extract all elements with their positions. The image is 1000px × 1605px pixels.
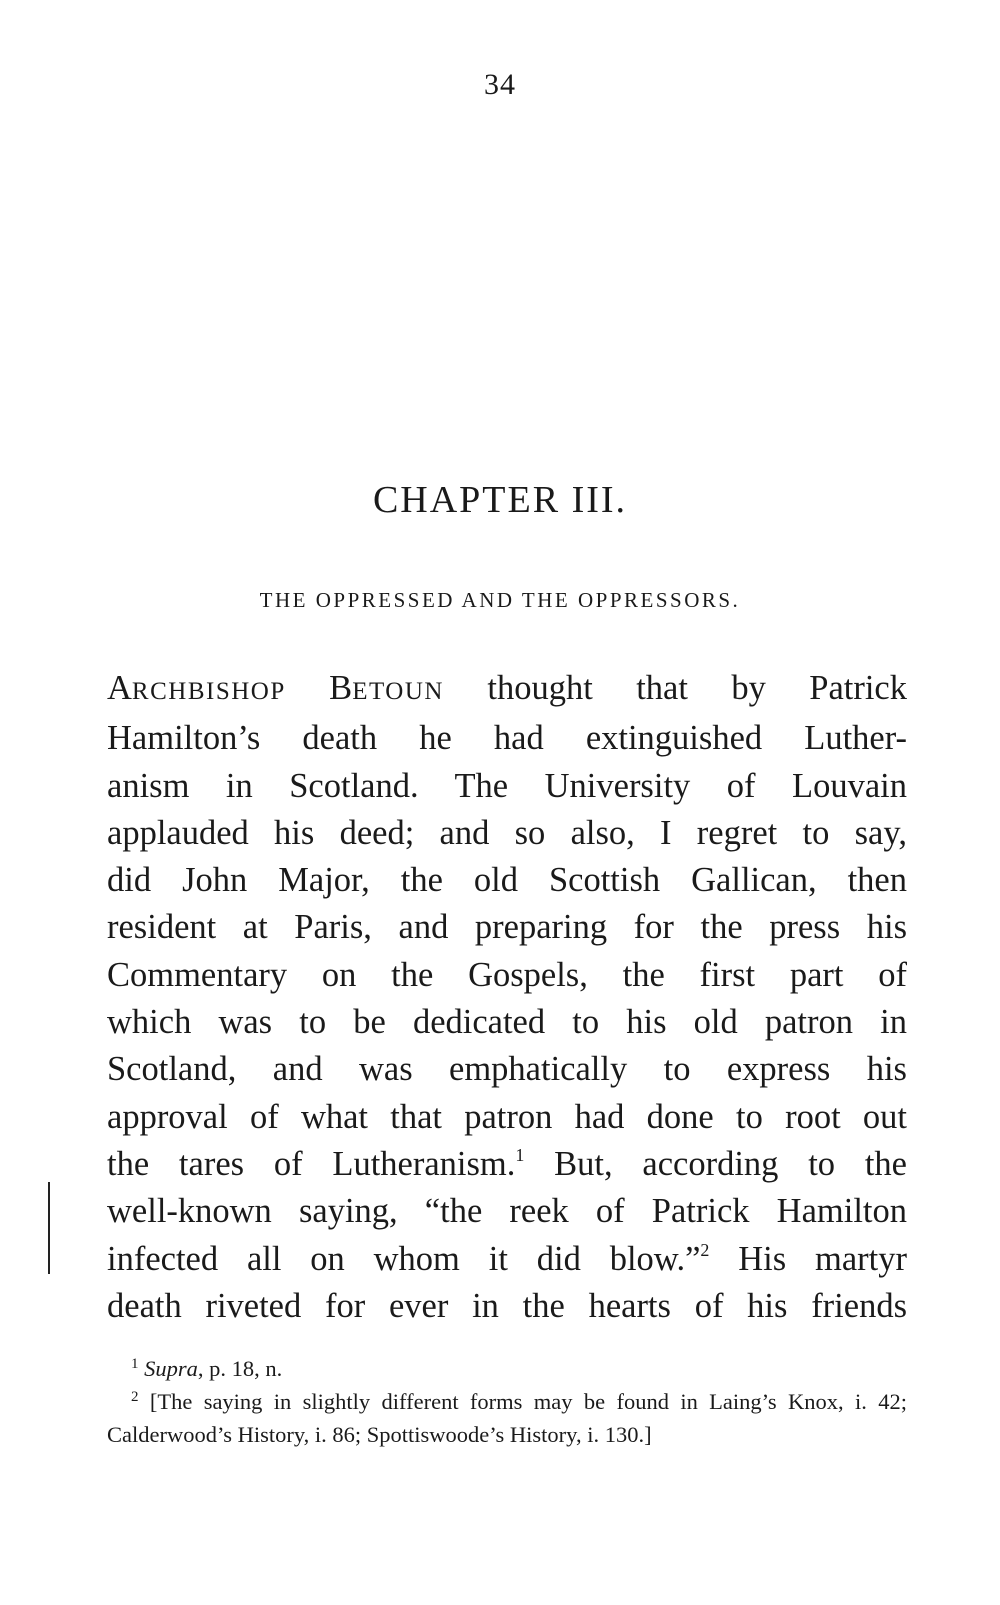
body-line: applauded his deed; and so also, I regret to say, [107, 813, 907, 852]
footnote-text: [The saying in slightly different forms may be found in Laing’s Knox, i. 42; Calderwood’s History, i. 86; Spottiswoode’s History, i. 130.] [107, 1389, 907, 1447]
footnotes [107, 1352, 907, 1451]
body-line: well-known saying, “the reek of Patrick Hamilton [107, 1192, 907, 1231]
body-line [107, 1141, 907, 1188]
body-line: Commentary on the Gospels, the first part of [107, 955, 907, 994]
footnote-2 [107, 1385, 907, 1451]
body-line: did John Major, the old Scottish Gallican, then [107, 861, 907, 900]
body-line-text: the tares of Lutheranism. [107, 1144, 516, 1183]
body-line: death riveted for ever in the hearts of his friends [107, 1286, 907, 1325]
footnote-marker: 1 [131, 1356, 139, 1372]
body-line: Scotland, and was emphatically to express his [107, 1050, 907, 1089]
small-caps-initial: B [329, 669, 353, 707]
body-line [107, 665, 907, 715]
body-line-text: His martyr [709, 1239, 907, 1278]
body-line-text: infected all on whom it did blow.” [107, 1239, 701, 1278]
body-line: Hamilton’s death he had extinguished Luther- [107, 719, 907, 758]
footnote-1 [107, 1352, 907, 1385]
small-caps-word: ETOUN [352, 678, 444, 705]
body-line-text: thought that by Patrick [487, 669, 907, 707]
small-caps-word: RCHBISHOP [131, 678, 286, 705]
small-caps-initial: A [107, 669, 132, 707]
footnote-italic-text: Supra [144, 1356, 198, 1381]
chapter-subtitle: THE OPPRESSED AND THE OPPRESSORS. [259, 588, 741, 612]
page-number: 34 [484, 68, 516, 101]
body-line: resident at Paris, and preparing for the press his [107, 908, 907, 947]
body-line: approval of what that patron had done to root out [107, 1097, 907, 1136]
body-line: anism in Scotland. The University of Louvain [107, 766, 907, 805]
body-line-text: But, according to the [524, 1144, 907, 1183]
body-line [107, 1236, 907, 1283]
body-line: which was to be dedicated to his old patron in [107, 1003, 907, 1042]
margin-mark [48, 1182, 50, 1274]
footnote-marker: 2 [131, 1389, 139, 1405]
footnote-reference: 1 [515, 1144, 525, 1165]
footnote-text: , p. 18, n. [197, 1356, 283, 1381]
body-paragraph [107, 665, 907, 1330]
chapter-title: CHAPTER III. [372, 479, 628, 521]
footnote-reference: 2 [700, 1239, 710, 1260]
